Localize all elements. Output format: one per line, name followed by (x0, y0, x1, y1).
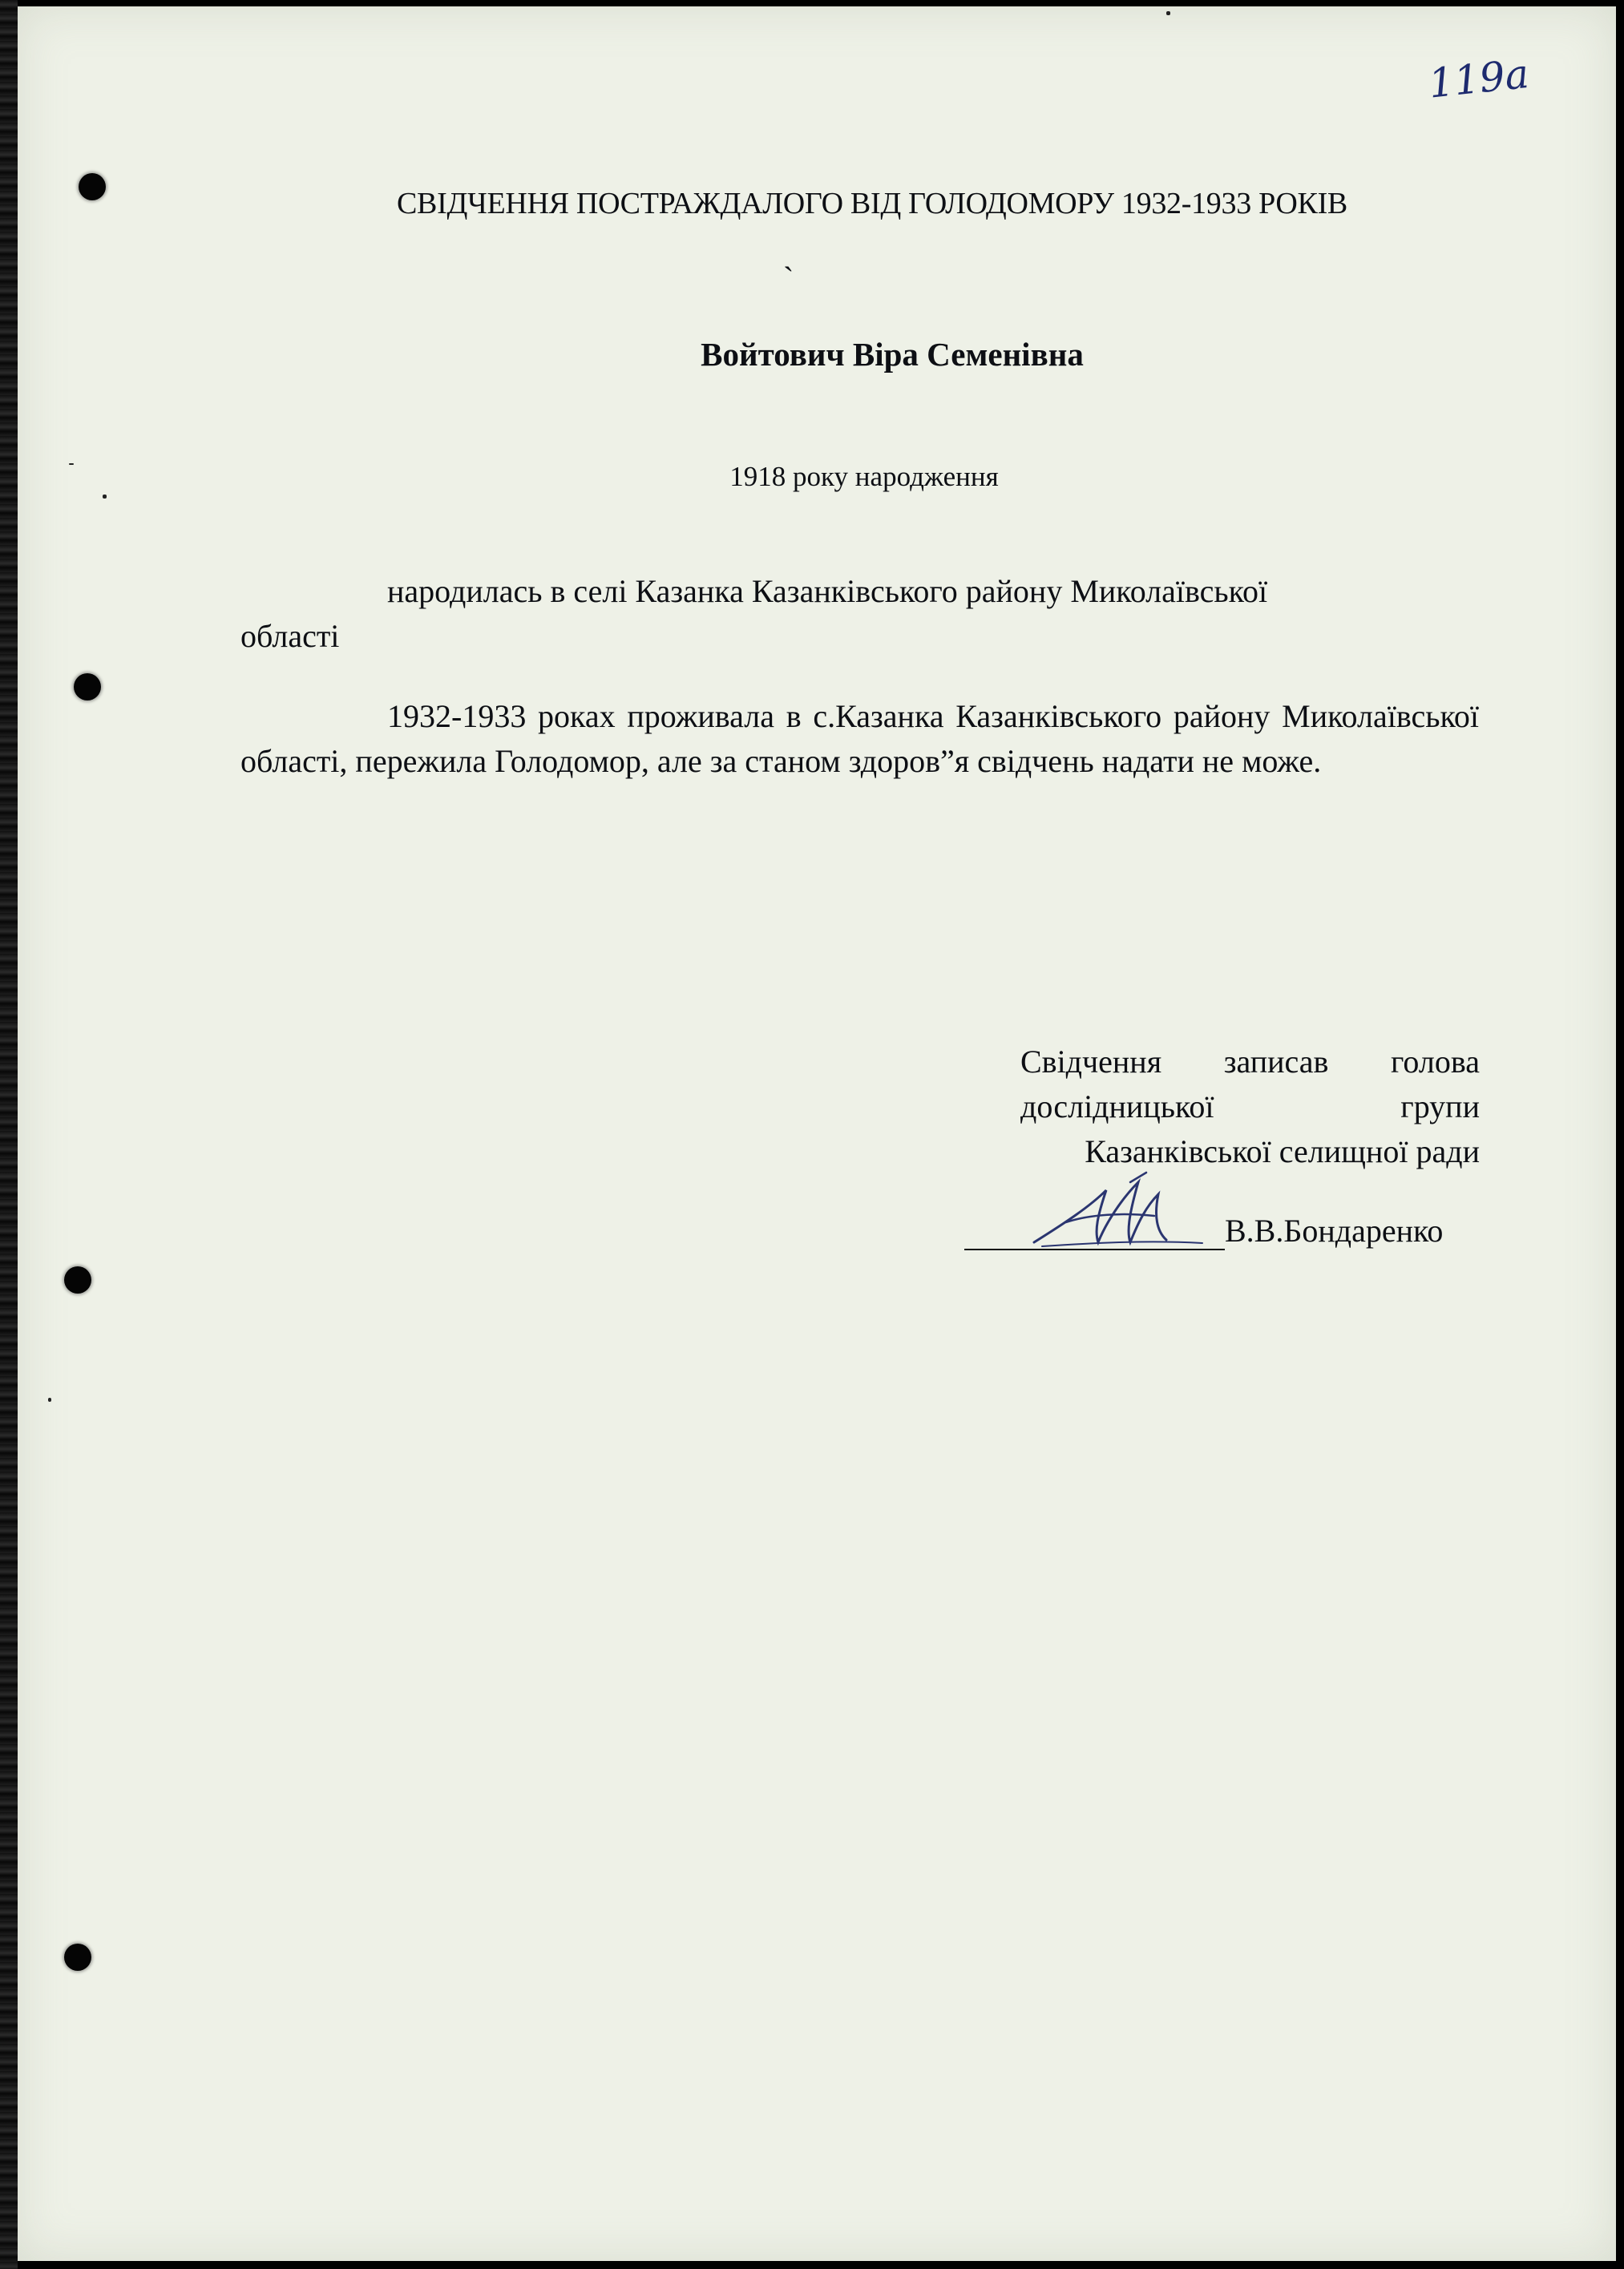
signature-underline (964, 1249, 1225, 1250)
recorder-line-1 (1020, 1040, 1480, 1084)
recorder-word: голова (1391, 1044, 1480, 1080)
recorder-line-3: Казанківської селищної ради (1085, 1133, 1480, 1169)
scan-speck (48, 1398, 51, 1402)
scan-speck (1166, 11, 1170, 15)
birthplace-line-2: області (240, 618, 340, 654)
pen-tick-mark: ˏ (783, 236, 794, 272)
witness-name: Войтович Віра Семенівна (701, 336, 1084, 373)
signer-row (964, 1212, 1480, 1260)
birthplace-line-1: народилась в селі Казанка Казанківського району Миколаївської (387, 573, 1268, 609)
binder-hole (64, 1944, 91, 1971)
recorder-word: Свідчення (1020, 1044, 1162, 1080)
binder-hole (74, 673, 101, 700)
handwritten-archive-number (1425, 46, 1553, 111)
testimony-text: 1932-1933 роках проживала в с.Казанка Казанківського району Миколаївської області, пережила Голодомор, але за станом здоров”я свідчень надати не може. (240, 698, 1479, 779)
recorder-word: дослідницької (1020, 1088, 1214, 1124)
scan-speck (103, 495, 107, 499)
birthplace-paragraph (240, 569, 1479, 659)
recorder-block (1020, 1040, 1480, 1174)
testimony-paragraph (240, 694, 1479, 784)
archive-number-text: 119а (1426, 50, 1532, 107)
recorder-line-2 (1020, 1084, 1480, 1129)
recorder-word: групи (1400, 1088, 1480, 1124)
document-title: СВІДЧЕННЯ ПОСТРАЖДАЛОГО ВІД ГОЛОДОМОРУ 1932-1933 РОКІВ (397, 187, 1347, 220)
binder-hole (64, 1266, 91, 1294)
recorder-word: записав (1223, 1044, 1329, 1080)
signer-name: В.В.Бондаренко (1225, 1213, 1444, 1249)
birth-year: 1918 року народження (729, 461, 999, 492)
